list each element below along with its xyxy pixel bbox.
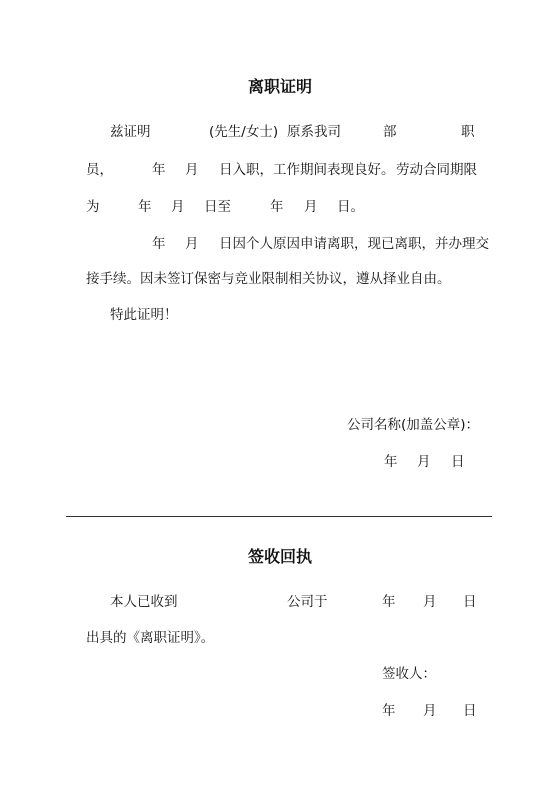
company-name-label: 公司名称(加盖公章)： <box>347 417 480 433</box>
receipt-date-month: 月 <box>423 703 437 719</box>
receipt-line1-year: 年 <box>382 594 396 610</box>
cert-line3-year: 年 <box>138 199 152 215</box>
cert-line3-end: 日。 <box>337 199 364 215</box>
cert-line1-gender: (先生/女士) <box>209 124 279 140</box>
cert-line1-former: 原系我司 <box>287 124 341 140</box>
cert-closing: 特此证明！ <box>110 307 178 323</box>
cert-line3-year2: 年 <box>270 199 284 215</box>
cert-line4-text: 日因个人原因申请离职，现已离职，并办理交 <box>219 236 489 252</box>
receipt-line2: 出具的《离职证明》。 <box>86 630 215 646</box>
cert-date-month: 月 <box>417 454 431 470</box>
cert-line3-prefix: 为 <box>86 199 100 215</box>
cert-line3-month: 月 <box>171 199 185 215</box>
receipt-line1-prefix: 本人已收到 <box>110 594 178 610</box>
receipt-title: 签收回执 <box>247 547 312 566</box>
signer-label: 签收人： <box>382 666 436 682</box>
cert-line3-to: 日至 <box>204 199 231 215</box>
cert-line2-join: 日入职，工作期间表现良好。 <box>219 162 395 178</box>
cert-line2-year: 年 <box>152 162 166 178</box>
cert-line1-dept: 部 <box>383 124 397 140</box>
cert-line4-year: 年 <box>152 236 166 252</box>
cert-date-year: 年 <box>384 454 398 470</box>
receipt-line1-day: 日 <box>463 594 477 610</box>
cert-date-day: 日 <box>451 454 465 470</box>
cert-line5: 接手续。因未签订保密与竞业限制相关协议，遵从择业自由。 <box>86 271 451 287</box>
cert-line2-month: 月 <box>185 162 199 178</box>
receipt-date-year: 年 <box>382 703 396 719</box>
cert-line1-position: 职 <box>461 124 475 140</box>
cert-line1-prefix: 兹证明 <box>110 124 151 140</box>
receipt-line1-company: 公司于 <box>287 594 328 610</box>
cert-line4-month: 月 <box>185 236 199 252</box>
certificate-title: 离职证明 <box>247 77 312 96</box>
receipt-line1-month: 月 <box>423 594 437 610</box>
section-divider <box>66 516 492 517</box>
receipt-date-day: 日 <box>463 703 477 719</box>
cert-line2-contract: 劳动合同期限 <box>396 162 477 178</box>
cert-line2-start: 员， <box>86 162 113 178</box>
cert-line3-month2: 月 <box>304 199 318 215</box>
